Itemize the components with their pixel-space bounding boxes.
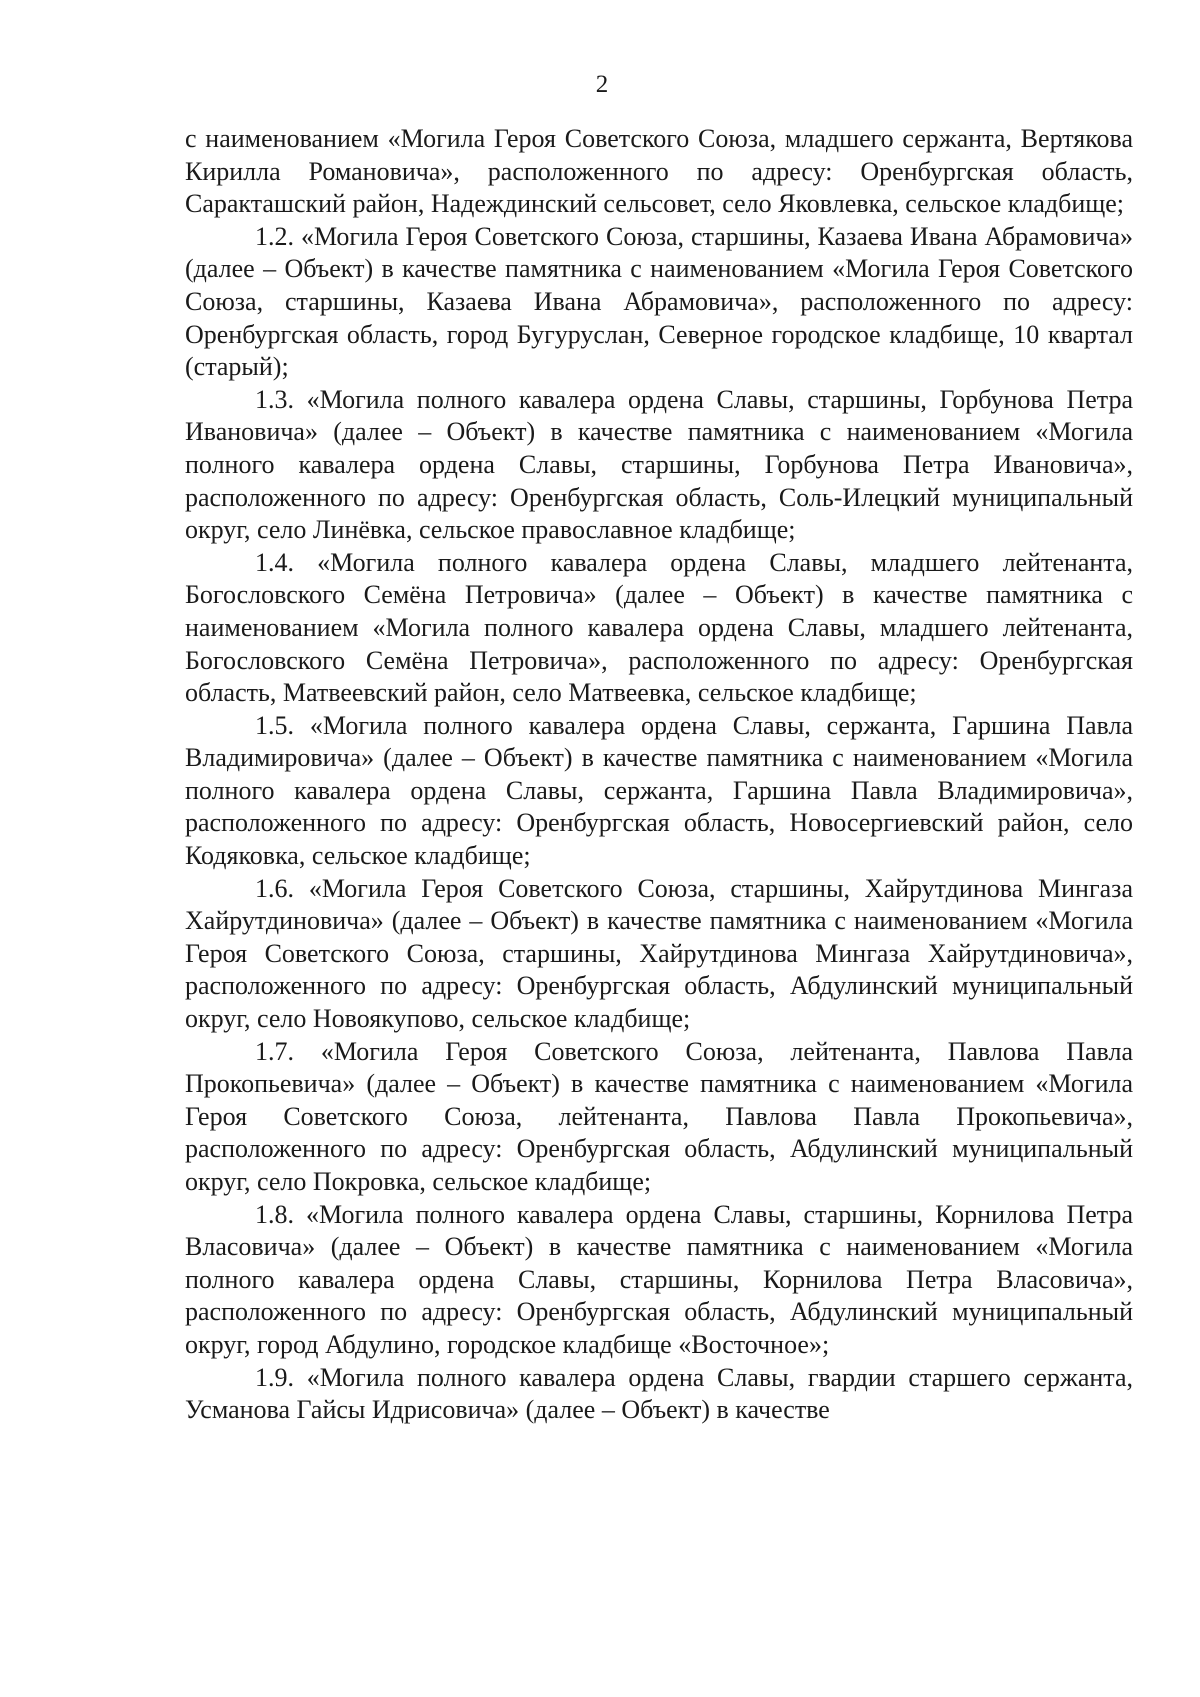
- paragraph-1-6: 1.6. «Могила Героя Советского Союза, старшины, Хайрутдинова Мингаза Хайрутдиновича» (далее – Объект) в качестве памятника с наименованием «Могила Героя Советского Союза, старшины, Хайрутдинова Мингаза Хайрутдиновича», расположенного по адресу: Оренбургская область, Абдулинский муниципальный округ, село Новоякупово, сельское кладбище;: [185, 873, 1133, 1034]
- paragraph-1-9: 1.9. «Могила полного кавалера ордена Славы, гвардии старшего сержанта, Усманова Гайсы Идрисовича» (далее – Объект) в качестве: [185, 1362, 1133, 1425]
- paragraph-1-1-continuation: с наименованием «Могила Героя Советского Союза, младшего сержанта, Вертякова Кирилла Романовича», расположенного по адресу: Оренбургская область, Саракташский район, Надеждинский сельсовет, село Яковлевка, сельское кладбище;: [185, 124, 1133, 219]
- document-body: [185, 123, 1133, 1427]
- paragraph-1-8: 1.8. «Могила полного кавалера ордена Славы, старшины, Корнилова Петра Власовича» (далее – Объект) в качестве памятника с наименованием «Могила полного кавалера ордена Славы, старшины, Корнилова Петра Власовича», расположенного по адресу: Оренбургская область, Абдулинский муниципальный округ, город Абдулино, городское кладбище «Восточное»;: [185, 1199, 1133, 1359]
- paragraph-1-3: 1.3. «Могила полного кавалера ордена Славы, старшины, Горбунова Петра Ивановича» (далее – Объект) в качестве памятника с наименованием «Могила полного кавалера ордена Славы, старшины, Горбунова Петра Ивановича», расположенного по адресу: Оренбургская область, Соль-Илецкий муниципальный округ, село Линёвка, сельское православное кладбище;: [185, 384, 1133, 545]
- paragraph-1-7: 1.7. «Могила Героя Советского Союза, лейтенанта, Павлова Павла Прокопьевича» (далее – Объект) в качестве памятника с наименованием «Могила Героя Советского Союза, лейтенанта, Павлова Павла Прокопьевича», расположенного по адресу: Оренбургская область, Абдулинский муниципальный округ, село Покровка, сельское кладбище;: [185, 1036, 1133, 1196]
- paragraph-1-4: 1.4. «Могила полного кавалера ордена Славы, младшего лейтенанта, Богословского Семёна Петровича» (далее – Объект) в качестве памятника с наименованием «Могила полного кавалера ордена Славы, младшего лейтенанта, Богословского Семёна Петровича», расположенного по адресу: Оренбургская область, Матвеевский район, село Матвеевка, сельское кладбище;: [185, 547, 1133, 708]
- paragraph-1-5: 1.5. «Могила полного кавалера ордена Славы, сержанта, Гаршина Павла Владимировича» (далее – Объект) в качестве памятника с наименованием «Могила полного кавалера ордена Славы, сержанта, Гаршина Павла Владимировича», расположенного по адресу: Оренбургская область, Новосергиевский район, село Кодяковка, сельское кладбище;: [185, 710, 1133, 871]
- page-number: 2: [595, 71, 609, 98]
- paragraph-1-2: 1.2. «Могила Героя Советского Союза, старшины, Казаева Ивана Абрамовича» (далее – Объект) в качестве памятника с наименованием «Могила Героя Советского Союза, старшины, Казаева Ивана Абрамовича», расположенного по адресу: Оренбургская область, город Бугуруслан, Северное городское кладбище, 10 квартал (старый);: [185, 221, 1133, 382]
